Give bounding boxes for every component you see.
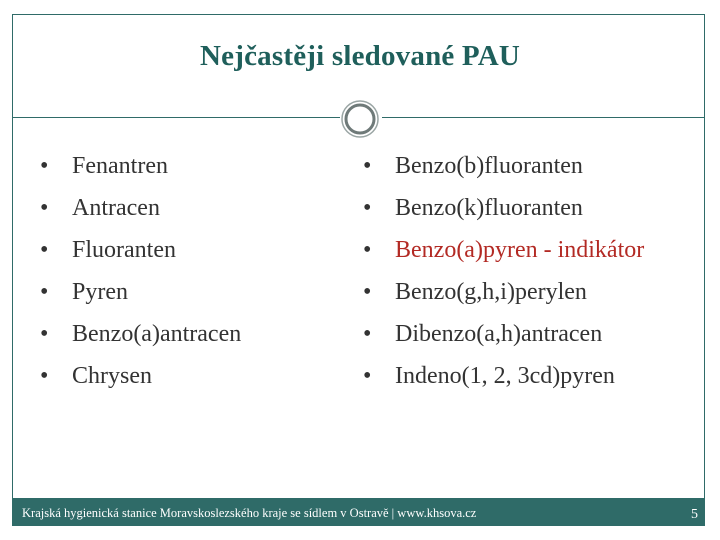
bullet-icon: • [363, 363, 372, 389]
bullet-icon: • [363, 279, 372, 305]
bullet-icon: • [40, 363, 49, 389]
left-pah-list [40, 152, 340, 404]
bullet-icon: • [40, 321, 49, 347]
list-item: • Chrysen [40, 363, 152, 389]
bullet-icon: • [363, 321, 372, 347]
bullet-icon: • [40, 237, 49, 263]
list-item: • Dibenzo(a,h)antracen [363, 321, 603, 347]
bullet-icon: • [40, 279, 49, 305]
bullet-icon: • [40, 195, 49, 221]
list-item: • Fluoranten [40, 237, 176, 263]
list-item-indicator: • Benzo(a)pyren - indikátor [363, 237, 645, 263]
circle-ornament-icon [340, 99, 380, 139]
list-item: • Benzo(k)fluoranten [363, 195, 583, 221]
bullet-icon: • [363, 153, 372, 179]
list-item: • Benzo(a)antracen [40, 321, 242, 347]
bullet-icon: • [363, 237, 372, 263]
slide-title: Nejčastěji sledované PAU [200, 40, 520, 72]
bullet-icon: • [363, 195, 372, 221]
list-item: • Benzo(b)fluoranten [363, 153, 583, 179]
list-item: • Fenantren [40, 153, 168, 179]
bullet-icon: • [40, 153, 49, 179]
slide-number: 5 [691, 507, 698, 522]
list-item: • Benzo(g,h,i)perylen [363, 279, 587, 305]
footer-text: Krajská hygienická stanice Moravskoslezského kraje se sídlem v Ostravě | www.khsova.cz [22, 506, 477, 520]
right-pah-list [363, 152, 693, 404]
divider-left [12, 117, 340, 118]
divider-right [382, 117, 705, 118]
list-item: • Indeno(1, 2, 3cd)pyren [363, 363, 615, 389]
list-item: • Antracen [40, 195, 160, 221]
list-item: • Pyren [40, 279, 128, 305]
